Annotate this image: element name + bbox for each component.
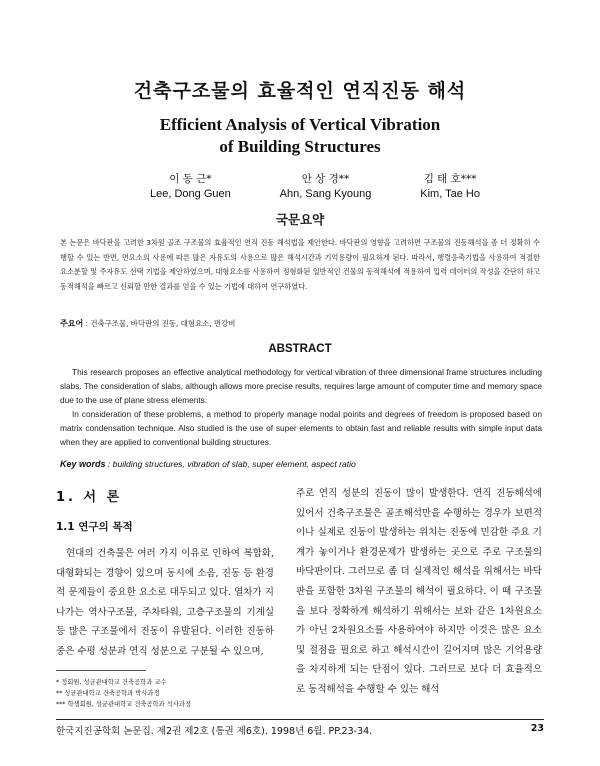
footer-citation: 한국지진공학회 논문집. 제2권 제2호 (통권 제6호). 1998년 6월. PP.23-34. [56,726,373,737]
korean-keywords-label: 주요어 [60,319,84,328]
page-number: 23 [530,723,544,734]
korean-keywords [60,318,540,329]
author-1 [150,172,231,202]
footnote-divider [56,670,146,671]
korean-abstract-text: 본 논문은 바닥판을 고려한 3차원 골조 구조물의 효율적인 연직 진동 해석법을 제안한다. 바닥판의 영향을 고려하면 구조물의 진동해석을 좀 더 정확히 수행할 수 있는 반면, 면요소의 사용에 따른 많은 자유도의 사용으로 많은 해석시간과 기억용량이 필요하게 된다. 따라서, 행렬응축기법을 사용하여 적절한 요소분할 및 주자유도 선택 기법을 제안하였으며, 대형요소를 사용하여 정형화된 일반적인 건물의 동적해석에 적용하여 입력 데이터의 작성을 간단히 하고 동적해석을 빠르고 신뢰할 만한 결과를 얻을 수 있는 기법에 대하여 연구하였다. [60,238,540,291]
title-korean: 건축구조물의 효율적인 연직진동 해석 [133,80,467,102]
english-abstract-paragraph-1: This research proposes an effective analytical methodology for vertical vibration of three dimensional frame structures including slabs. The consideration of slabs, although allows more precise results, requires large amount of computer time and memory space due to the use of plane stress elements. [60,367,542,405]
author-1-korean: 이 동 근* [169,173,212,185]
english-abstract [60,365,542,449]
author-3-korean: 김 태 호*** [423,173,477,185]
left-column [56,480,274,662]
section-1-1-title: 1.1 연구의 목적 [56,521,133,533]
author-3 [420,172,480,202]
english-keywords-text: : building structures, vibration of slab, super element, aspect ratio [107,459,356,469]
korean-keywords-text: : 건축구조물, 바닥판의 진동, 대형요소, 면강비 [85,319,236,328]
section-1-title: 1. 서 론 [56,490,123,505]
english-abstract-heading: ABSTRACT [268,343,332,355]
author-2 [280,172,372,202]
english-keywords-label: Key words [60,459,106,469]
english-keywords [60,459,540,469]
title-english-line-2: of Building Structures [219,137,381,156]
author-3-english: Kim, Tae Ho [420,188,480,200]
footnote-2: ** 성균관대학교 건축공학과 박사과정 [56,690,160,697]
footnotes [56,677,276,710]
author-1-english: Lee, Dong Guen [150,188,231,200]
right-column-body: 주로 연직 성분의 진동이 많이 발생한다. 연직 진동해석에 있어서 건축구조물은 골조해석만을 수행하는 경우가 보편적이나 실제로 진동이 발생하는 위치는 진동에 민감한 주요 기계가 놓이거나 환경문제가 발생하는 곳으로 주로 구조물의 바닥판이다. 그러므로 좀 더 실제적인 해석을 위해서는 바닥판을 포함한 3차원 구조물의 해석이 필요하다. 이 때 구조물을 보다 정확하게 해석하기 위해서는 보와 같은 1차원요소가 아닌 2차원요소를 사용하여야 하지만 이것은 많은 요소 및 절점을 필요로 하고 해석시간이 길어지며 많은 기억용량을 차지하게 되는 단점이 있다. 그러므로 보다 더 효율적으로 동적해석을 수행할 수 있는 해석 [296,488,542,695]
title-english [0,114,600,158]
author-list [150,172,480,202]
page-footer [56,719,544,737]
left-column-body: 현대의 건축물은 여러 가지 이유로 인하여 복합화, 대형화되는 경향이 있으며 동시에 소음, 진동 등 환경적 문제들이 중요한 요소로 대두되고 있다. 열차가 지나가는 역사구조물, 주차타워, 고층구조물의 기계실 등 많은 구조물에서 진동이 유발된다. 이러한 진동하중은 수평 성분과 연직 성분으로 구분될 수 있으며, [56,548,274,657]
author-2-english: Ahn, Sang Kyoung [279,188,372,200]
title-english-line-1: Efficient Analysis of Vertical Vibration [159,115,441,134]
footnote-3: *** 학생회원, 성균관대학교 건축공학과 석사과정 [56,701,192,708]
footnote-1: * 정회원, 성균관대학교 건축공학과 교수 [56,679,167,686]
english-abstract-paragraph-2: In consideration of these problems, a method to properly manage nodal points and degrees of freedom is proposed based on matrix condensation technique. Also studied is the use of super elements to obtain fast and reliable results with simple input data when they are applied to conventional building structures. [60,409,542,447]
korean-abstract-heading: 국문요약 [275,212,325,227]
author-2-korean: 안 상 경** [301,173,350,185]
